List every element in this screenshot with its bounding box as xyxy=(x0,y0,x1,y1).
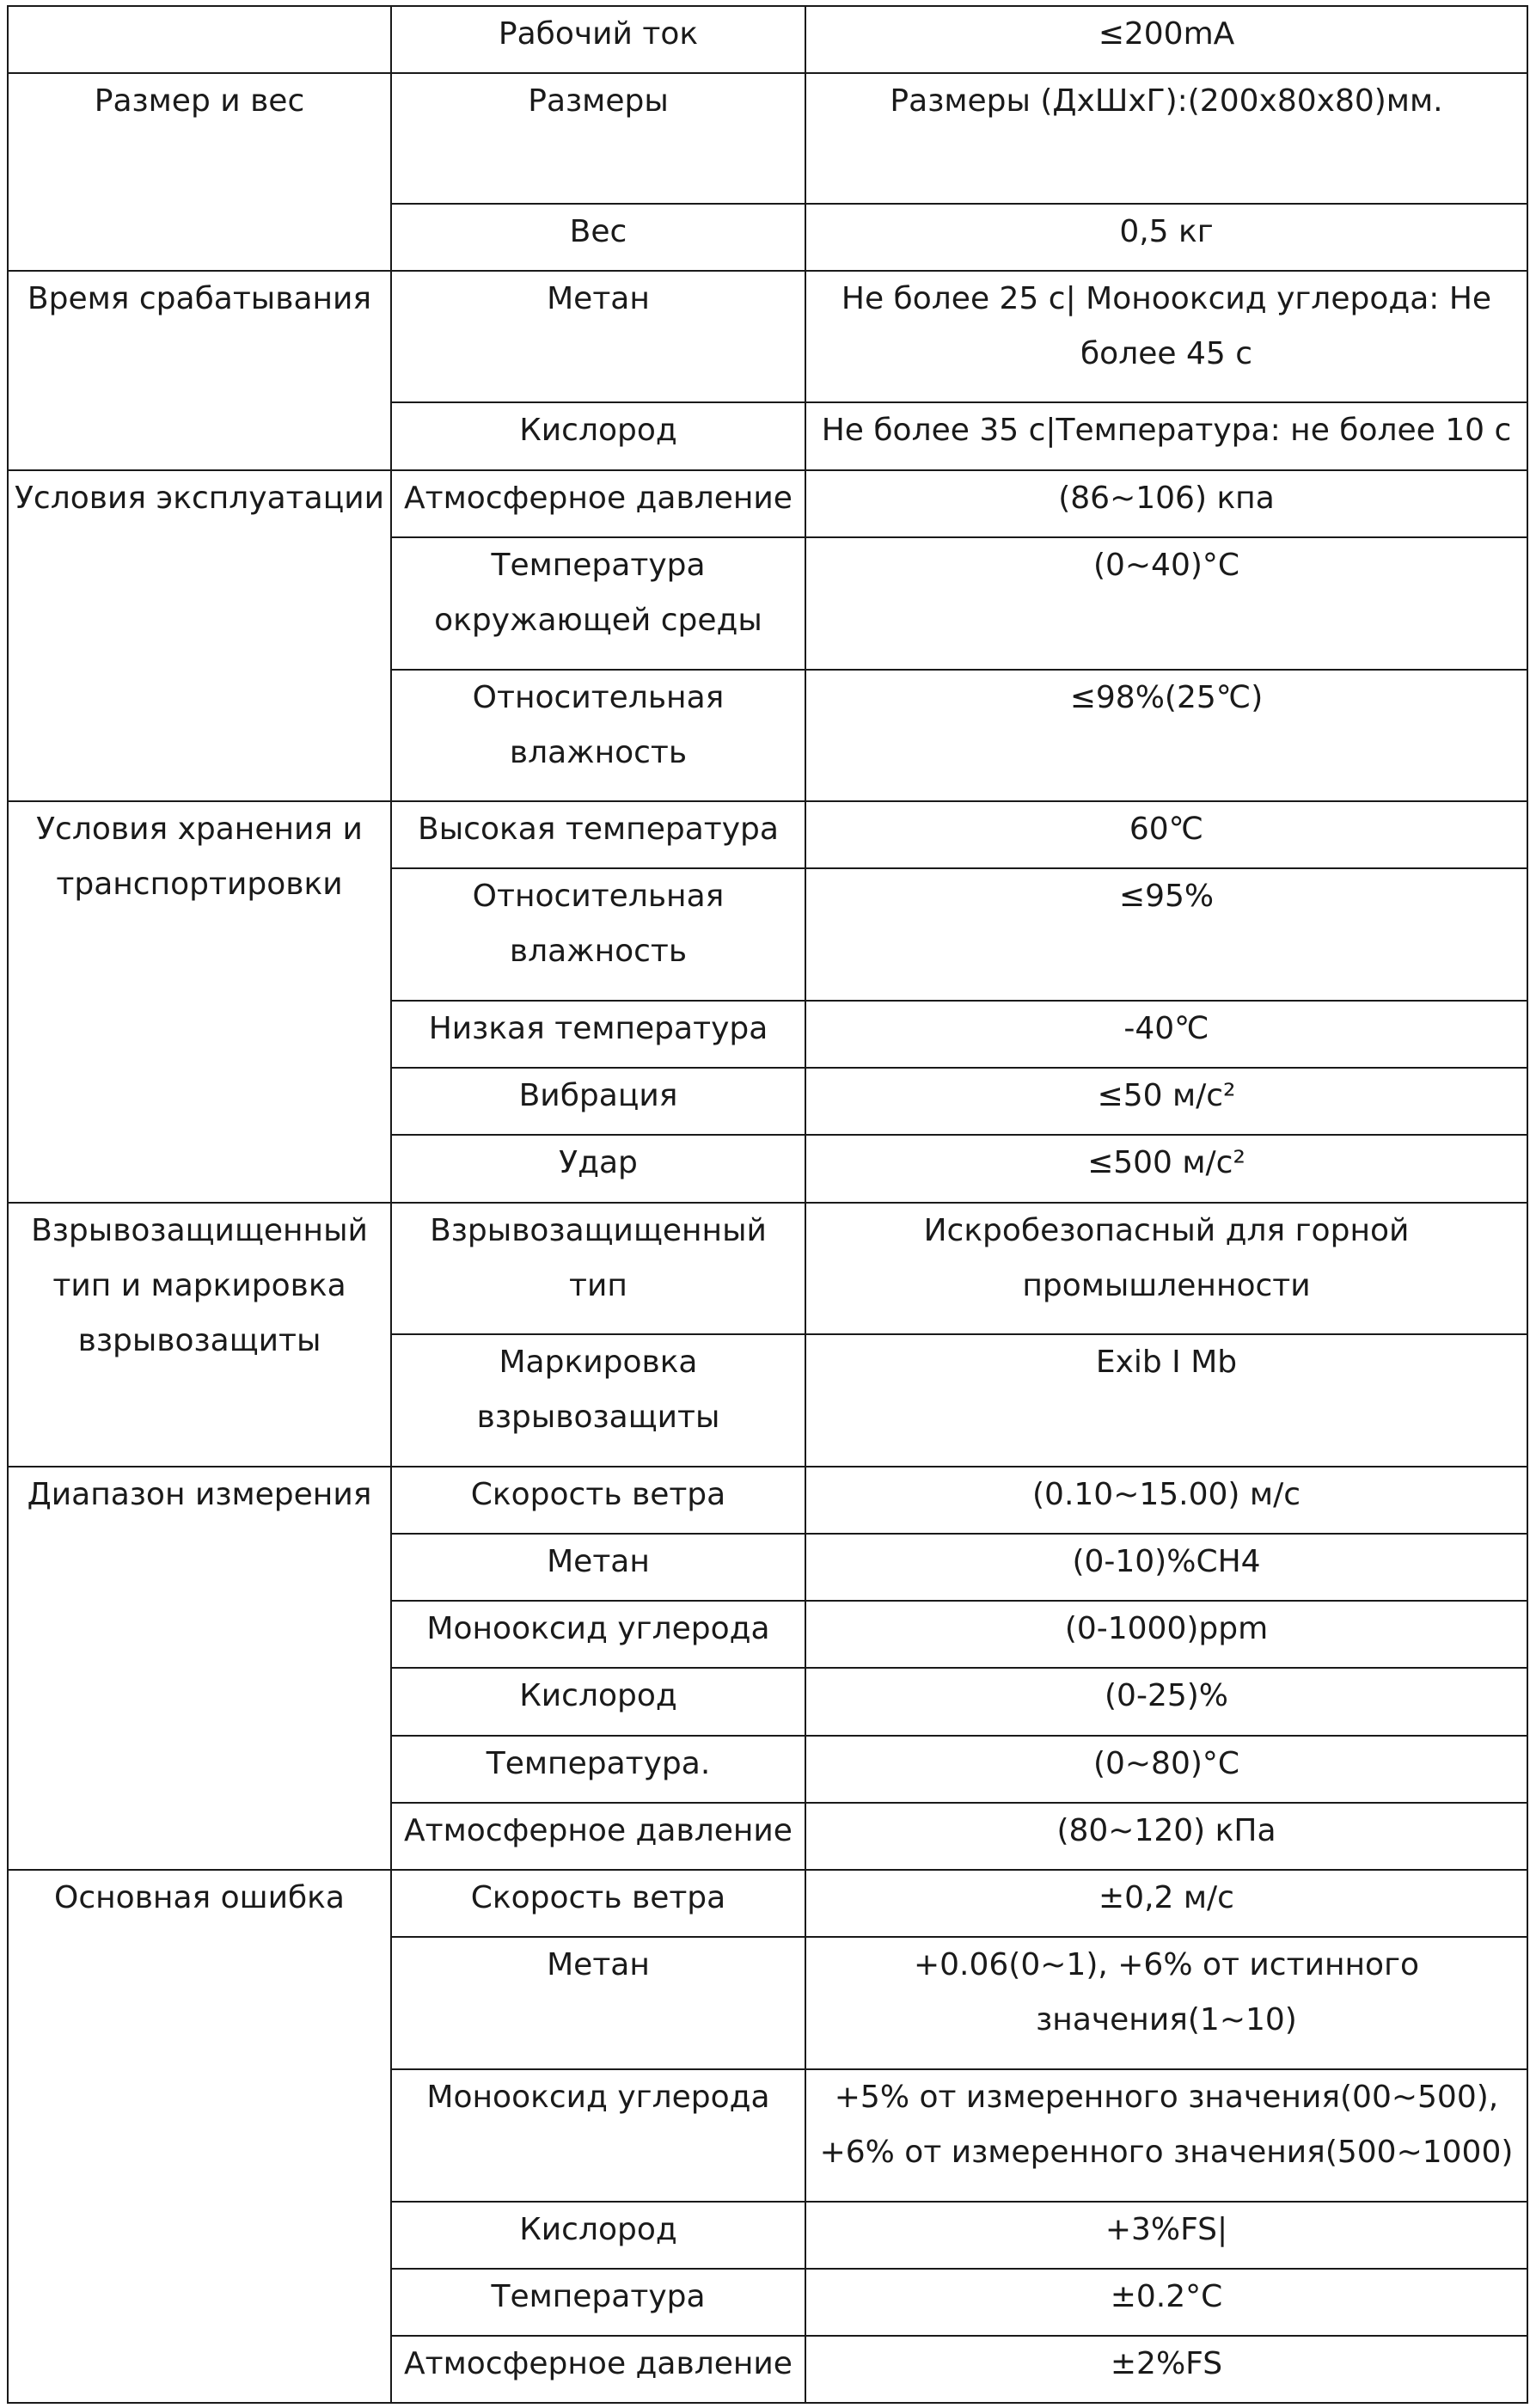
group-cell xyxy=(8,6,391,73)
group-cell: Условия хранения и транспортировки xyxy=(8,801,391,1202)
param-cell: Маркировка взрывозащиты xyxy=(391,1334,805,1467)
value-cell: Размеры (ДхШхГ):(200x80x80)мм. xyxy=(805,73,1527,203)
param-cell: Взрывозащищенный тип xyxy=(391,1203,805,1335)
param-cell: Атмосферное давление xyxy=(391,2336,805,2403)
param-cell: Низкая температура xyxy=(391,1001,805,1068)
value-cell: ±2%FS xyxy=(805,2336,1527,2403)
table-row xyxy=(8,1467,1527,1534)
param-cell: Метан xyxy=(391,1937,805,2069)
value-cell: ≤200mA xyxy=(805,6,1527,73)
value-cell: ≤50 м/с² xyxy=(805,1068,1527,1135)
value-cell: +5% от измеренного значения(00~500), +6% от измеренного значения(500~1000) xyxy=(805,2069,1527,2202)
value-cell: (0-1000)ppm xyxy=(805,1601,1527,1668)
param-cell: Вес xyxy=(391,204,805,271)
param-cell: Вибрация xyxy=(391,1068,805,1135)
group-cell: Основная ошибка xyxy=(8,1870,391,2403)
param-cell: Кислород xyxy=(391,402,805,469)
param-cell: Относительная влажность xyxy=(391,670,805,802)
param-cell: Рабочий ток xyxy=(391,6,805,73)
group-cell: Время срабатывания xyxy=(8,271,391,470)
param-cell: Размеры xyxy=(391,73,805,203)
table-row xyxy=(8,1870,1527,1937)
param-cell: Кислород xyxy=(391,1668,805,1735)
group-cell: Размер и вес xyxy=(8,73,391,271)
value-cell: (80~120) кПа xyxy=(805,1803,1527,1870)
param-cell: Скорость ветра xyxy=(391,1870,805,1937)
spec-table xyxy=(7,5,1528,2404)
value-cell: (0.10~15.00) м/с xyxy=(805,1467,1527,1534)
table-row xyxy=(8,470,1527,537)
value-cell: Искробезопасный для горной промышленности xyxy=(805,1203,1527,1335)
value-cell: +0.06(0~1), +6% от истинного значения(1~10) xyxy=(805,1937,1527,2069)
param-cell: Температура окружающей среды xyxy=(391,537,805,670)
table-row xyxy=(8,6,1527,73)
param-cell: Монооксид углерода xyxy=(391,1601,805,1668)
value-cell: (0-25)% xyxy=(805,1668,1527,1735)
param-cell: Скорость ветра xyxy=(391,1467,805,1534)
value-cell: +3%FS| xyxy=(805,2202,1527,2269)
param-cell: Температура xyxy=(391,2269,805,2336)
param-cell: Атмосферное давление xyxy=(391,1803,805,1870)
param-cell: Метан xyxy=(391,271,805,403)
group-cell: Диапазон измерения xyxy=(8,1467,391,1870)
table-row xyxy=(8,1203,1527,1335)
param-cell: Монооксид углерода xyxy=(391,2069,805,2202)
value-cell: ≤98%(25℃) xyxy=(805,670,1527,802)
param-cell: Высокая температура xyxy=(391,801,805,868)
value-cell: (0~40)°C xyxy=(805,537,1527,670)
value-cell: (0-10)%CH4 xyxy=(805,1534,1527,1601)
param-cell: Удар xyxy=(391,1135,805,1202)
table-row xyxy=(8,271,1527,403)
param-cell: Температура. xyxy=(391,1736,805,1803)
value-cell: ≤95% xyxy=(805,868,1527,1001)
value-cell: ±0.2°C xyxy=(805,2269,1527,2336)
value-cell: Не более 35 с|Температура: не более 10 с xyxy=(805,402,1527,469)
value-cell: 0,5 кг xyxy=(805,204,1527,271)
param-cell: Относительная влажность xyxy=(391,868,805,1001)
value-cell: Exib I Mb xyxy=(805,1334,1527,1467)
group-cell: Условия эксплуатации xyxy=(8,470,391,802)
value-cell: -40℃ xyxy=(805,1001,1527,1068)
value-cell: 60℃ xyxy=(805,801,1527,868)
group-cell: Взрывозащищенный тип и маркировка взрывозащиты xyxy=(8,1203,391,1467)
param-cell: Атмосферное давление xyxy=(391,470,805,537)
value-cell: (86~106) кпа xyxy=(805,470,1527,537)
value-cell: ≤500 м/с² xyxy=(805,1135,1527,1202)
param-cell: Кислород xyxy=(391,2202,805,2269)
table-row xyxy=(8,73,1527,203)
value-cell: (0~80)°C xyxy=(805,1736,1527,1803)
param-cell: Метан xyxy=(391,1534,805,1601)
table-row xyxy=(8,801,1527,868)
value-cell: ±0,2 м/с xyxy=(805,1870,1527,1937)
value-cell: Не более 25 с| Монооксид углерода: Не более 45 с xyxy=(805,271,1527,403)
